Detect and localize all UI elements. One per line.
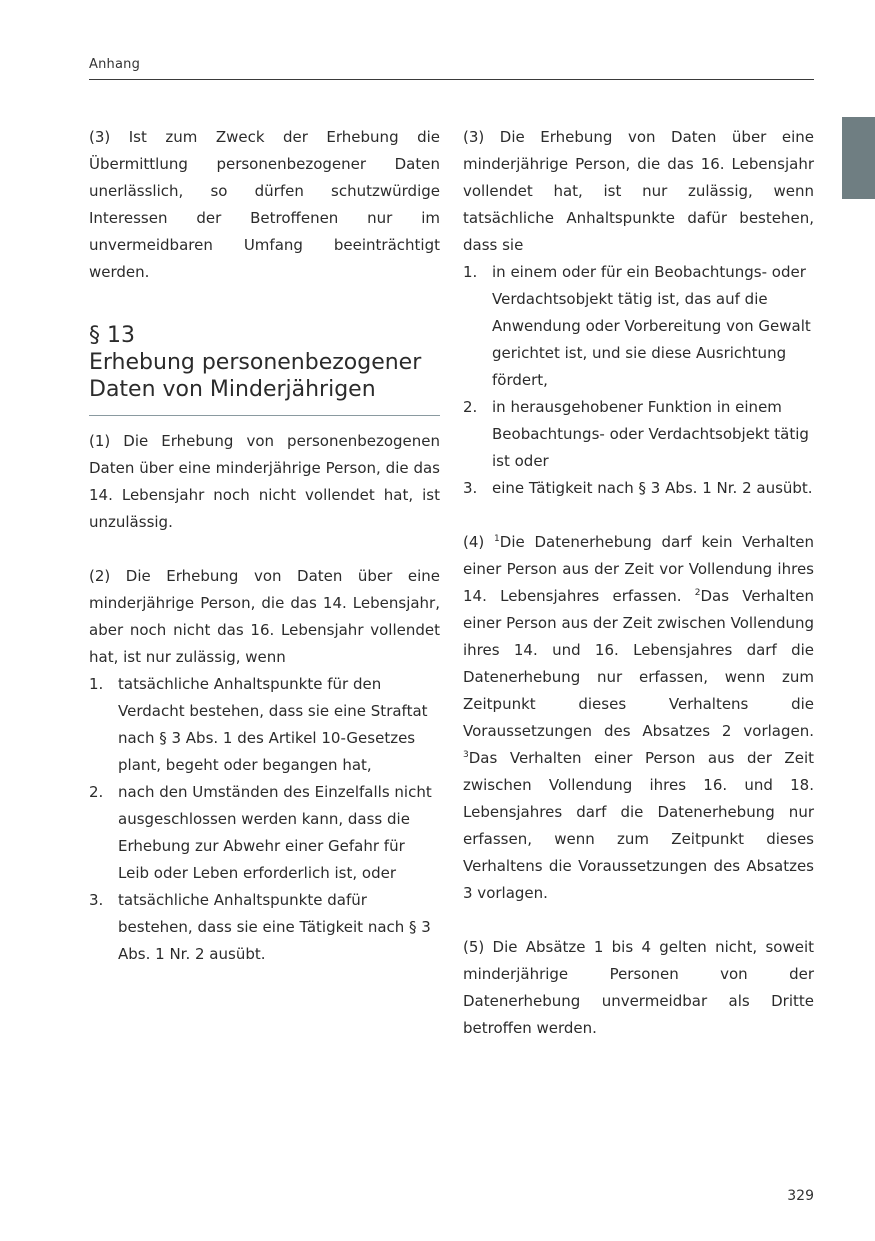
- section-title-line-2: Daten von Minderjährigen: [89, 377, 376, 402]
- paragraph-3-intro: (3) Die Erhebung von Daten über eine minderjährige Person, die das 16. Lebensjahr vollendet hat, ist nur zulässig, wenn tatsächliche Anhaltspunkte dafür bestehen, dass sie: [463, 128, 814, 254]
- paragraph-2-list: [89, 671, 440, 968]
- right-column: [463, 124, 814, 1042]
- sentence-marker-1: 1: [494, 534, 500, 544]
- paragraph-2-intro: (2) Die Erhebung von Daten über eine minderjährige Person, die das 14. Lebensjahr, aber noch nicht das 16. Lebensjahr vollendet hat, ist nur zulässig, wenn: [89, 567, 440, 666]
- section-title-line-1: Erhebung personenbezogener: [89, 350, 422, 375]
- list-item-text: in herausgehobener Funktion in einem Beobachtungs- oder Verdachtsobjekt tätig ist oder: [492, 398, 809, 470]
- chapter-thumb-tab: [842, 117, 875, 199]
- list-item-text: in einem oder für ein Beobachtungs- oder Verdachtsobjekt tätig ist, das auf die Anwendung oder Vorbereitung von Gewalt gerichtet ist, und sie diese Ausrichtung fördert,: [492, 263, 811, 389]
- sentence-3: Das Verhalten einer Person aus der Zeit zwischen Vollendung ihres 16. und 18. Lebensjahres darf die Datenerhebung nur erfassen, wenn zum Zeitpunkt dieses Verhaltens die Voraussetzungen des Absatzes 3 vorlagen.: [463, 749, 814, 902]
- paragraph-3-list: [463, 259, 814, 502]
- list-item-number: 2.: [463, 398, 478, 416]
- list-item: [463, 259, 814, 394]
- list-item-text: nach den Umständen des Einzelfalls nicht ausgeschlossen werden kann, dass die Erhebung zur Abwehr einer Gefahr für Leib oder Leben erforderlich ist, oder: [118, 783, 432, 882]
- list-item-number: 1.: [463, 263, 478, 281]
- list-item-text: eine Tätigkeit nach § 3 Abs. 1 Nr. 2 ausübt.: [492, 479, 813, 497]
- list-item: [89, 671, 440, 779]
- sentence-2: Das Verhalten einer Person aus der Zeit zwischen Vollendung ihres 14. und 16. Lebensjahres darf die Datenerhebung nur erfassen, wenn zum Zeitpunkt dieses Verhaltens die Voraussetzungen des Absatzes 2 vorlagen.: [463, 587, 814, 740]
- list-item: [89, 779, 440, 887]
- section-heading: [89, 322, 440, 403]
- paragraph-4: [463, 529, 814, 907]
- paragraph-3-continued: (3) Ist zum Zweck der Erhebung die Übermittlung personenbezogener Daten unerlässlich, so dürfen schutzwürdige Interessen der Betroffenen nur im unvermeidbaren Umfang beeinträchtigt werden.: [89, 128, 440, 281]
- list-item-text: tatsächliche Anhaltspunkte dafür bestehen, dass sie eine Tätigkeit nach § 3 Abs. 1 Nr. 2 ausübt.: [118, 891, 431, 963]
- sentence-marker-2: 2: [694, 588, 701, 598]
- paragraph-1: (1) Die Erhebung von personenbezogenen Daten über eine minderjährige Person, die das 14. Lebensjahr noch nicht vollendet hat, ist unzulässig.: [89, 432, 440, 531]
- sentence-1: Die Datenerhebung darf kein Verhalten einer Person aus der Zeit vor Vollendung ihres 14. Lebensjahres erfassen.: [463, 533, 815, 605]
- section-heading-rule: [89, 415, 440, 416]
- left-column: [89, 124, 440, 968]
- list-item: [463, 394, 814, 475]
- list-item: [463, 475, 814, 502]
- list-item-number: 2.: [89, 783, 104, 801]
- list-item-text: tatsächliche Anhaltspunkte für den Verdacht bestehen, dass sie eine Straftat nach § 3 Abs. 1 des Artikel 10-Gesetzes plant, begeht oder begangen hat,: [118, 675, 428, 774]
- section-number: § 13: [89, 323, 135, 348]
- sentence-marker-3: 3: [463, 750, 469, 760]
- list-item-number: 3.: [463, 479, 478, 497]
- header-rule: [89, 79, 814, 80]
- list-item-number: 3.: [89, 891, 104, 909]
- paragraph-4-label: (4): [463, 533, 495, 551]
- page-number: 329: [787, 1188, 814, 1204]
- list-item-number: 1.: [89, 675, 104, 693]
- paragraph-5: (5) Die Absätze 1 bis 4 gelten nicht, soweit minderjährige Personen von der Datenerhebung unvermeidbar als Dritte betroffen werden.: [463, 938, 814, 1037]
- list-item: [89, 887, 440, 968]
- running-head: Anhang: [89, 57, 141, 72]
